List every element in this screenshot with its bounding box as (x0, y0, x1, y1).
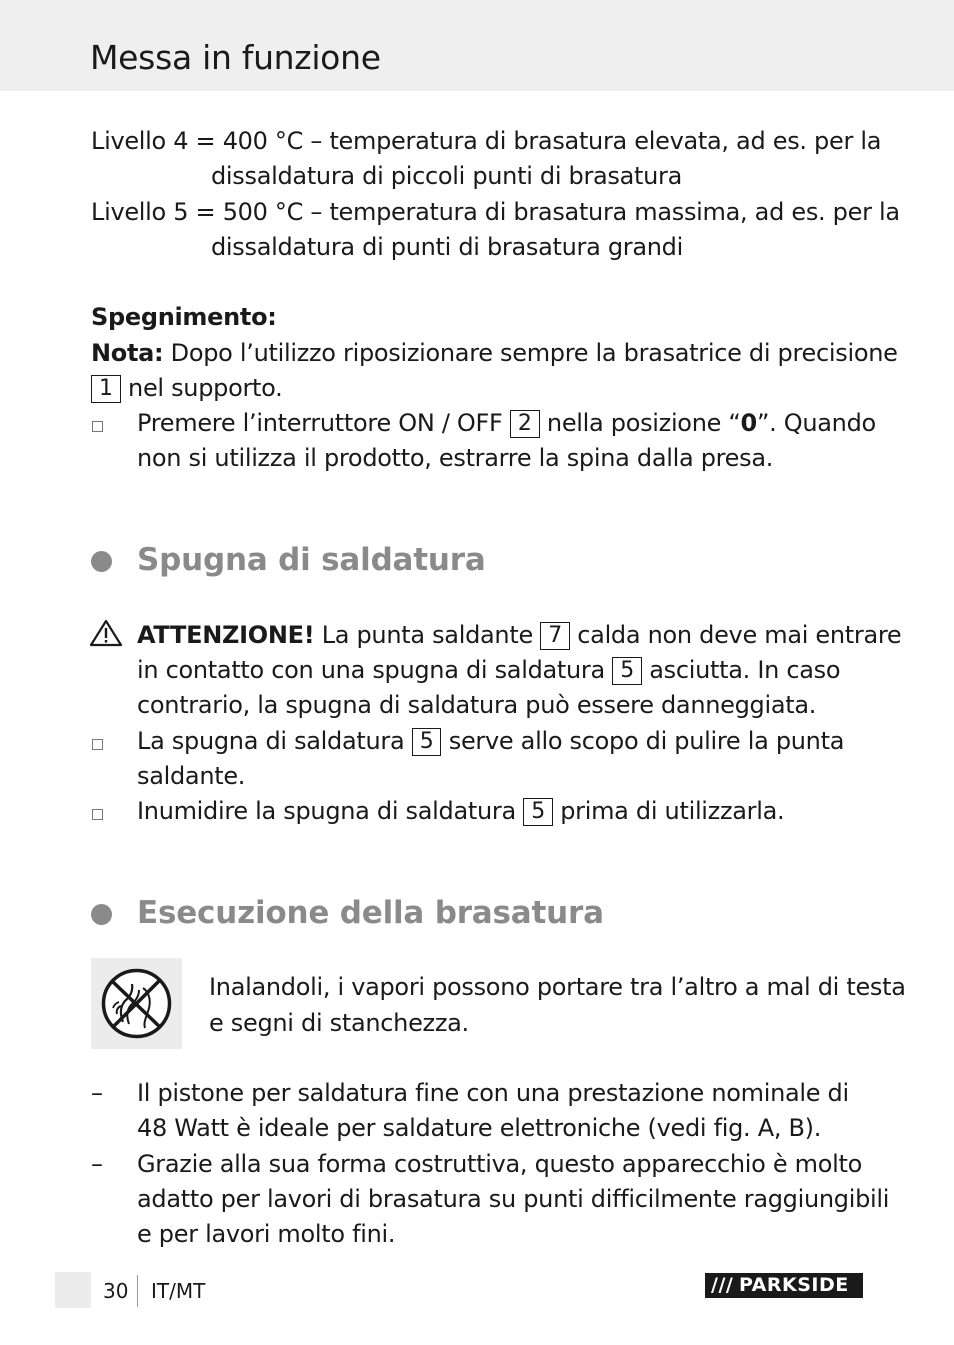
square-bullet-icon (92, 421, 103, 432)
dash-bullet: – (91, 1150, 103, 1178)
sponge-bullet1-text-a: La spugna di saldatura (137, 727, 412, 755)
note-text: Dopo l’utilizzo riposizionare sempre la brasatrice di precisione (163, 339, 898, 367)
ref-box: 1 (91, 375, 121, 403)
level-4-line2: dissaldatura di piccoli punti di brasatura (211, 162, 683, 190)
no-inhalation-icon (99, 966, 174, 1041)
step-text-c: ”. Quando (756, 409, 876, 437)
soldering-item2-line1: Grazie alla sua forma costruttiva, questo apparecchio è molto (137, 1150, 863, 1178)
level-4-line1: Livello 4 = 400 °C – temperatura di brasatura elevata, ad es. per la (91, 127, 882, 155)
ref-box: 2 (510, 410, 540, 438)
fumes-warning-line1: Inalandoli, i vapori possono portare tra l’altro a mal di testa (209, 973, 906, 1001)
sponge-bullet2-text-b: prima di utilizzarla. (552, 797, 785, 825)
step-line2: non si utilizza il prodotto, estrarre la spina dalla presa. (137, 444, 774, 472)
sponge-bullet1-text-b: serve allo scopo di pulire la punta (441, 727, 845, 755)
warning-text-a: La punta saldante (314, 621, 541, 649)
section-heading-sponge: Spugna di saldatura (137, 542, 486, 578)
page-title: Messa in funzione (90, 38, 381, 77)
soldering-item2-line3: e per lavori molto fini. (137, 1220, 396, 1248)
locale-label: IT/MT (151, 1279, 206, 1303)
note-line1 (91, 336, 898, 371)
section-heading-soldering: Esecuzione della brasatura (137, 895, 604, 931)
fumes-warning-line2: e segni di stanchezza. (209, 1009, 469, 1037)
page-number: 30 (103, 1279, 129, 1303)
warning-label: ATTENZIONE! (137, 621, 315, 649)
note-text-2: nel supporto. (120, 374, 283, 402)
level-5-line1: Livello 5 = 500 °C – temperatura di brasatura massima, ad es. per la (91, 198, 900, 226)
footer-divider (137, 1275, 138, 1307)
warning-line1 (137, 618, 901, 653)
sponge-bullet2 (137, 794, 784, 829)
sponge-bullet2-text-a: Inumidire la spugna di saldatura (137, 797, 524, 825)
ref-box: 5 (412, 728, 442, 756)
level-5-line2: dissaldatura di punti di brasatura grandi (211, 233, 683, 261)
sponge-bullet1-line1 (137, 724, 844, 759)
warning-triangle-icon (89, 619, 123, 647)
ref-box: 7 (540, 622, 570, 650)
ref-box: 5 (523, 798, 553, 826)
logo-slashes: /// (711, 1274, 734, 1296)
note-label: Nota: (91, 339, 164, 367)
step-line1 (137, 406, 876, 441)
step-text-b: nella posizione “ (539, 409, 741, 437)
section-bullet-icon (91, 551, 112, 572)
warning-text-b: calda non deve mai entrare (569, 621, 902, 649)
square-bullet-icon (92, 809, 103, 820)
step-text-a: Premere l’interruttore ON / OFF (137, 409, 510, 437)
soldering-item1-line1: Il pistone per saldatura fine con una prestazione nominale di (137, 1079, 849, 1107)
ref-box: 5 (612, 657, 642, 685)
parkside-logo (705, 1273, 863, 1298)
section-bullet-icon (91, 904, 112, 925)
soldering-item1-line2: 48 Watt è ideale per saldature elettroniche (vedi fig. A, B). (137, 1114, 822, 1142)
soldering-item2-line2: adatto per lavori di brasatura su punti difficilmente raggiungibili (137, 1185, 890, 1213)
warning-line2 (137, 653, 840, 688)
dash-bullet: – (91, 1079, 103, 1107)
logo-text: PARKSIDE (739, 1274, 849, 1296)
spegnimento-heading: Spegnimento: (91, 303, 277, 331)
sponge-bullet1-line2: saldante. (137, 762, 246, 790)
warning-text-d: asciutta. In caso (641, 656, 841, 684)
note-line2 (91, 371, 282, 406)
warning-line3: contrario, la spugna di saldatura può essere danneggiata. (137, 691, 817, 719)
step-position-value: 0 (740, 409, 757, 437)
warning-text-c: in contatto con una spugna di saldatura (137, 656, 613, 684)
footer-marker (55, 1272, 91, 1308)
square-bullet-icon (92, 739, 103, 750)
